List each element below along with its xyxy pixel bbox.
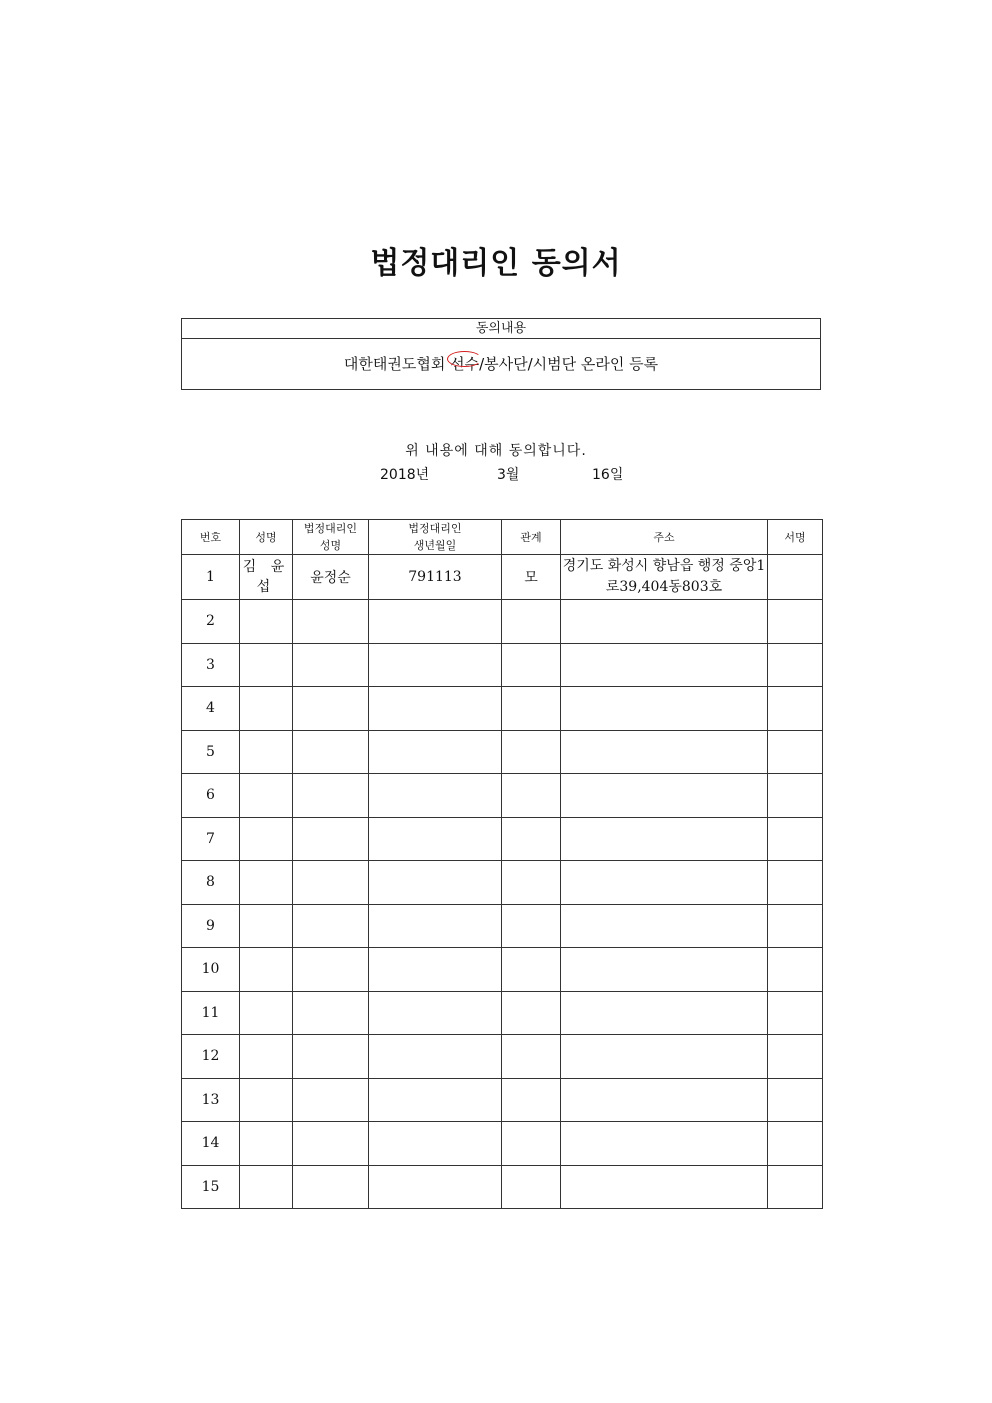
row-guardian-birth — [369, 991, 502, 1035]
row-guardian-birth — [369, 1165, 502, 1209]
row-signature[interactable] — [768, 1122, 823, 1166]
table-row — [182, 1165, 823, 1209]
row-name — [240, 774, 293, 818]
row-address — [561, 774, 768, 818]
row-number: 6 — [182, 774, 240, 818]
date-month: 3월 — [497, 467, 520, 483]
row-name — [240, 1078, 293, 1122]
row-relation — [502, 1122, 561, 1166]
row-relation — [502, 904, 561, 948]
row-guardian-name — [293, 600, 369, 644]
row-number: 7 — [182, 817, 240, 861]
table-row — [182, 861, 823, 905]
row-relation: 모 — [502, 555, 561, 600]
table-row — [182, 904, 823, 948]
row-address — [561, 861, 768, 905]
header-guardian-name — [293, 520, 369, 555]
row-address — [561, 600, 768, 644]
agreement-statement: 위 내용에 대해 동의합니다. — [405, 443, 587, 459]
row-number: 8 — [182, 861, 240, 905]
row-signature[interactable] — [768, 687, 823, 731]
row-guardian-name — [293, 1122, 369, 1166]
consent-content-marked: 선수 — [450, 339, 479, 390]
header-signature: 서명 — [768, 520, 823, 555]
table-row — [182, 643, 823, 687]
row-name — [240, 1165, 293, 1209]
row-name: 김 윤 섭 — [240, 555, 293, 600]
row-relation — [502, 774, 561, 818]
row-signature[interactable] — [768, 643, 823, 687]
table-row — [182, 730, 823, 774]
row-relation — [502, 1035, 561, 1079]
row-relation — [502, 600, 561, 644]
date-day: 16일 — [592, 467, 624, 483]
row-address — [561, 1122, 768, 1166]
row-name — [240, 991, 293, 1035]
row-address — [561, 687, 768, 731]
row-relation — [502, 861, 561, 905]
row-relation — [502, 730, 561, 774]
row-signature[interactable] — [768, 817, 823, 861]
row-guardian-birth — [369, 600, 502, 644]
header-relation: 관계 — [502, 520, 561, 555]
row-guardian-birth — [369, 904, 502, 948]
row-guardian-birth — [369, 730, 502, 774]
row-signature[interactable] — [768, 600, 823, 644]
row-name — [240, 600, 293, 644]
row-name — [240, 643, 293, 687]
row-name — [240, 948, 293, 992]
table-row — [182, 687, 823, 731]
table-row — [182, 1122, 823, 1166]
row-number: 2 — [182, 600, 240, 644]
header-guardian-birth — [369, 520, 502, 555]
row-number: 13 — [182, 1078, 240, 1122]
row-guardian-birth — [369, 817, 502, 861]
row-signature[interactable] — [768, 730, 823, 774]
row-signature[interactable] — [768, 948, 823, 992]
header-guardian-name-line1: 법정대리인 — [303, 522, 358, 535]
row-relation — [502, 817, 561, 861]
row-address — [561, 991, 768, 1035]
header-address: 주소 — [561, 520, 768, 555]
header-guardian-birth-line1: 법정대리인 — [408, 522, 462, 535]
row-number: 14 — [182, 1122, 240, 1166]
date-year: 2018년 — [380, 467, 430, 483]
row-guardian-birth — [369, 1078, 502, 1122]
guardian-table — [181, 519, 823, 1209]
row-number: 4 — [182, 687, 240, 731]
row-address — [561, 730, 768, 774]
row-relation — [502, 643, 561, 687]
row-address — [561, 948, 768, 992]
row-address — [561, 643, 768, 687]
table-row — [182, 600, 823, 644]
table-row — [182, 817, 823, 861]
consent-header: 동의내용 — [182, 319, 820, 339]
row-signature[interactable] — [768, 991, 823, 1035]
row-number: 9 — [182, 904, 240, 948]
row-guardian-name — [293, 774, 369, 818]
row-guardian-name — [293, 643, 369, 687]
row-signature[interactable] — [768, 774, 823, 818]
header-guardian-name-line2: 성명 — [319, 539, 342, 552]
row-relation — [502, 687, 561, 731]
row-guardian-birth — [369, 774, 502, 818]
row-guardian-birth — [369, 643, 502, 687]
row-guardian-birth — [369, 687, 502, 731]
row-guardian-name — [293, 861, 369, 905]
table-header-row — [182, 520, 823, 555]
row-signature[interactable] — [768, 904, 823, 948]
header-no: 번호 — [182, 520, 240, 555]
row-signature[interactable] — [768, 861, 823, 905]
row-guardian-birth — [369, 948, 502, 992]
table-row — [182, 774, 823, 818]
row-guardian-name — [293, 904, 369, 948]
row-name — [240, 861, 293, 905]
row-number: 12 — [182, 1035, 240, 1079]
row-signature[interactable] — [768, 1078, 823, 1122]
table-row — [182, 1078, 823, 1122]
row-name — [240, 730, 293, 774]
row-signature[interactable] — [768, 1165, 823, 1209]
row-relation — [502, 1165, 561, 1209]
row-number: 3 — [182, 643, 240, 687]
row-guardian-name — [293, 1165, 369, 1209]
row-signature[interactable] — [768, 1035, 823, 1079]
row-guardian-name — [293, 1078, 369, 1122]
consent-content-prefix: 대한태권도협회 — [343, 355, 451, 373]
table-row — [182, 948, 823, 992]
row-number: 10 — [182, 948, 240, 992]
table-row — [182, 1035, 823, 1079]
table-row — [182, 555, 823, 600]
row-guardian-name — [293, 991, 369, 1035]
row-guardian-name — [293, 730, 369, 774]
table-row — [182, 991, 823, 1035]
consent-content-suffix: /봉사단/시범단 온라인 등록 — [479, 355, 659, 373]
row-name — [240, 904, 293, 948]
row-name — [240, 1122, 293, 1166]
row-guardian-birth — [369, 1122, 502, 1166]
row-guardian-birth: 791113 — [369, 555, 502, 600]
row-name — [240, 817, 293, 861]
consent-section — [181, 318, 821, 390]
row-address — [561, 1078, 768, 1122]
row-number: 1 — [182, 555, 240, 600]
row-address: 경기도 화성시 향남읍 행정 중앙1로39,404동803호 — [561, 555, 768, 600]
row-name — [240, 687, 293, 731]
row-address — [561, 904, 768, 948]
document-title: 법정대리인 동의서 — [370, 246, 622, 281]
header-name: 성명 — [240, 520, 293, 555]
row-guardian-name — [293, 817, 369, 861]
row-signature[interactable] — [768, 555, 823, 600]
row-address — [561, 817, 768, 861]
row-guardian-name — [293, 948, 369, 992]
row-relation — [502, 1078, 561, 1122]
row-address — [561, 1035, 768, 1079]
row-guardian-name — [293, 687, 369, 731]
consent-content — [182, 339, 820, 390]
row-guardian-birth — [369, 861, 502, 905]
row-guardian-birth — [369, 1035, 502, 1079]
row-number: 5 — [182, 730, 240, 774]
row-guardian-name: 윤정순 — [293, 555, 369, 600]
row-guardian-name — [293, 1035, 369, 1079]
row-address — [561, 1165, 768, 1209]
row-relation — [502, 991, 561, 1035]
row-relation — [502, 948, 561, 992]
row-name — [240, 1035, 293, 1079]
row-number: 11 — [182, 991, 240, 1035]
header-guardian-birth-line2: 생년월일 — [413, 539, 457, 552]
row-number: 15 — [182, 1165, 240, 1209]
